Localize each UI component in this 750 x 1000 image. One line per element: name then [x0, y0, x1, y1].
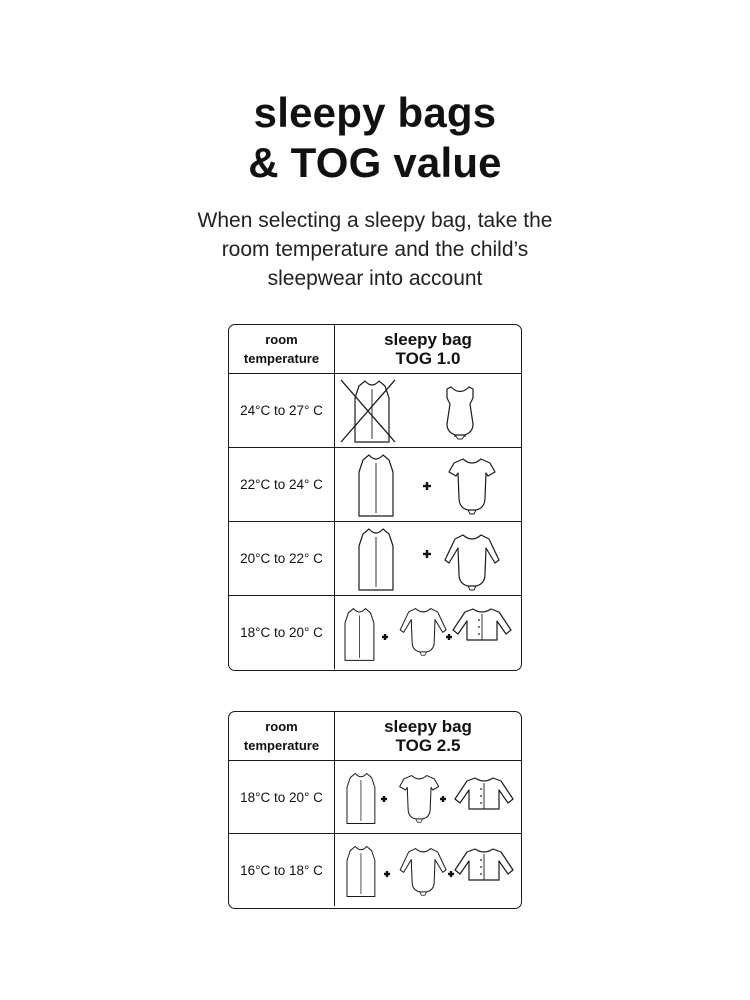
sleepy-bag-tog-header — [335, 325, 521, 373]
plus-icon — [446, 634, 452, 640]
page-subtitle — [0, 206, 750, 293]
sleeping-bag-icon — [347, 846, 375, 896]
plus-icon — [384, 871, 390, 877]
sleepwear-cell — [335, 448, 521, 521]
table-row — [229, 521, 521, 595]
table-row — [229, 595, 521, 669]
plus-icon — [381, 796, 387, 802]
plus-icon — [382, 634, 388, 640]
header-room: room — [265, 719, 298, 734]
subtitle-line-3: sleepwear into account — [267, 267, 483, 290]
temperature-range: 24°C to 27° C — [229, 374, 335, 447]
title-line-1: sleepy bags — [253, 89, 497, 136]
header-room: room — [265, 332, 298, 347]
table-header-row — [229, 712, 521, 760]
temperature-range: 18°C to 20° C — [229, 761, 335, 833]
sleeping-bag-icon — [345, 609, 374, 661]
sleepwear-cell — [335, 761, 521, 833]
long-sleeve-bodysuit-icon — [400, 849, 446, 896]
sleepwear-illustration — [335, 596, 521, 670]
long-sleeve-bodysuit-icon — [400, 609, 446, 656]
cardigan-icon — [453, 609, 511, 640]
tog-2-5-table — [228, 711, 522, 909]
sleepwear-illustration — [335, 522, 521, 596]
temperature-range: 18°C to 20° C — [229, 596, 335, 669]
sleepwear-illustration — [335, 448, 521, 522]
tog-1-0-table — [228, 324, 522, 671]
plus-icon — [423, 550, 431, 558]
sleepwear-cell — [335, 522, 521, 595]
short-sleeve-bodysuit-icon — [400, 776, 439, 823]
plus-icon — [440, 796, 446, 802]
temperature-range: 22°C to 24° C — [229, 448, 335, 521]
title-line-2: & TOG value — [248, 139, 502, 186]
page-title — [0, 88, 750, 188]
plus-icon — [423, 482, 431, 490]
short-sleeve-bodysuit-icon — [449, 459, 495, 514]
sleepwear-cell — [335, 374, 521, 447]
table-row — [229, 447, 521, 521]
sleepy-bag-tog-header — [335, 712, 521, 760]
sleeping-bag-icon — [359, 455, 393, 516]
temperature-range: 16°C to 18° C — [229, 834, 335, 906]
sleepwear-illustration — [335, 374, 521, 448]
temperature-range: 20°C to 22° C — [229, 522, 335, 595]
long-sleeve-bodysuit-icon — [445, 535, 499, 590]
table-row — [229, 833, 521, 906]
crossed-out-icon — [341, 380, 395, 442]
header-tog-value: TOG 1.0 — [395, 349, 461, 368]
sleepwear-illustration — [335, 761, 521, 834]
sleeping-bag-icon — [347, 773, 375, 823]
room-temperature-header — [229, 325, 335, 373]
sleepwear-cell — [335, 596, 521, 669]
header-tog-value: TOG 2.5 — [395, 736, 461, 755]
subtitle-line-1: When selecting a sleepy bag, take the — [197, 209, 553, 232]
plus-icon — [448, 871, 454, 877]
sleeping-bag-icon — [359, 529, 393, 590]
sleepwear-illustration — [335, 834, 521, 907]
sleepwear-cell — [335, 834, 521, 906]
room-temperature-header — [229, 712, 335, 760]
table-row — [229, 373, 521, 447]
header-sleepy-bag: sleepy bag — [384, 717, 472, 736]
cardigan-icon — [455, 849, 513, 880]
header-sleepy-bag: sleepy bag — [384, 330, 472, 349]
table-header-row — [229, 325, 521, 373]
header-temperature: temperature — [243, 351, 320, 366]
subtitle-line-2: room temperature and the child’s — [221, 238, 529, 261]
cardigan-icon — [455, 778, 513, 809]
table-row — [229, 760, 521, 833]
header-temperature: temperature — [243, 738, 320, 753]
sleeping-bag-icon — [355, 381, 389, 442]
sleeveless-bodysuit-icon — [447, 387, 473, 439]
